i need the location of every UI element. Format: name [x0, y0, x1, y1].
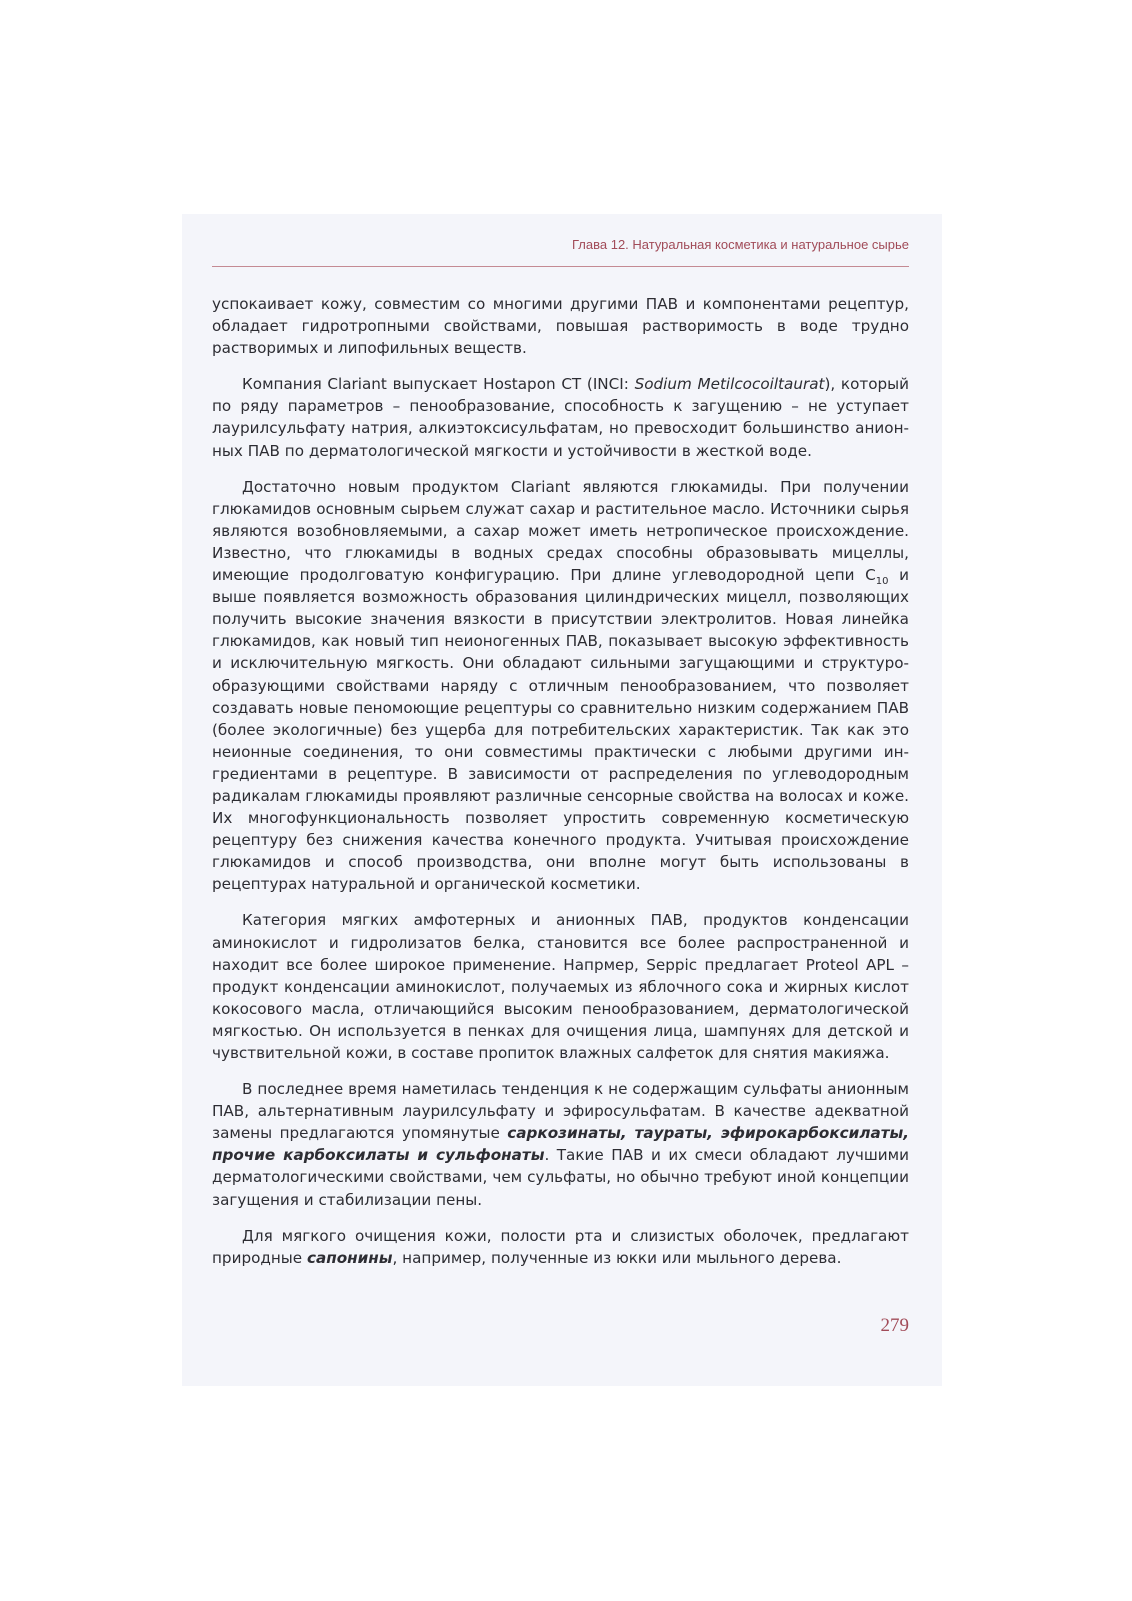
header-rule: [212, 266, 909, 267]
paragraph-5: В последнее время наметилась тенденция к не содержащим сульфаты анионным ПАВ, альтернативным лаурилсульфату и эфиросульфатам. В качестве адекватной замены предлагаются упомянутые саркозинаты, таураты, эфирокарбоксилаты, прочие карбоксилаты и сульфонаты. Такие ПАВ и их смеси обладают лучшими дерматологическими свойствами, чем сульфаты, но обычно требуют иной концепции загущения и стабилизации пены.: [212, 1080, 910, 1209]
paragraph-2: Компания Clariant выпускает Hostapon CT (INCI: Sodium Metilcocoiltaurat), который по ряду параметров – пенообразование, способность к загущению – не уступает лаурилсульфату натрия, алкиэтоксисульфатам, но превосходит большинство анионных ПАВ по дерматологической мягкости и устойчивости в жесткой воде.: [212, 375, 910, 460]
inci-name: Sodium Metilcocoiltaurat: [634, 375, 825, 394]
paragraph-1: успокаивает кожу, совместим со многими другими ПАВ и компонентами рецептур, обладает гидротропными свойствами, повышая растворимость в воде трудно растворимых и липофильных веществ.: [212, 295, 909, 358]
book-page: [182, 214, 942, 1386]
body-text: [212, 293, 909, 1283]
highlighted-term: сапонины: [306, 1248, 393, 1267]
paragraph-4: Категория мягких амфотерных и анионных ПАВ, продуктов конденсации аминокислот и гидролизатов белка, становится все более распространенной и находит все более широкое применение. Напрмер, Seppic предлагает Proteol APL – продукт конденсации аминокислот, получаемых из яблочного сока и жирных кислот кокосового масла, отличающийся высоким пенообразованием, дерматологической мягкостью. Он используется в пенках для очищения лица, шампунях для детской и чувствительной кожи, в составе пропиток влажных салфеток для снятия макияжа.: [212, 911, 909, 1062]
page-number: 279: [880, 1315, 909, 1336]
running-head: Глава 12. Натуральная косметика и натуральное сырье: [571, 237, 909, 252]
paragraph-3: Достаточно новым продуктом Clariant являются глюкамиды. При получении глюкамидов основным сырьем служат сахар и растительное масло. Источники сырья являются возобновляемыми, а сахар может иметь нетропическое происхождение. Известно, что глюкамиды в водных средах способны образовывать мицеллы, имеющие продолговатую конфигурацию. При длине углеводородной цепи $C_{10}$ и выше появляется возможность образования цилиндрических мицелл, позволяющих получить высокие значения вязкости в присутствии электролитов. Новая линейка глюкамидов, как новый тип неионогенных ПАВ, показывает высокую эффективность и исключительную мягкость. Они обладают сильными загущающими и структурообразующими свойствами наряду с отличным пенообразованием, что позволяет создавать новые пеномоющие рецептуры со сравнительно низким содержанием ПАВ (более экологичные) без ущерба для потребительских характеристик. Так как это неионные соединения, то они совместимы практически с любыми другими ингредиентами в рецептуре. В зависимости от распределения по углеводородным радикалам глюкамиды проявляют различные сенсорные свойства на волосах и коже. Их многофункциональность позволяет упростить современную косметическую рецептуру без снижения качества конечного продукта. Учитывая происхождение глюкамидов и способ производства, они вполне могут быть использованы в рецептурах натуральной и органической косметики.: [212, 477, 909, 894]
paragraph-6: Для мягкого очищения кожи, полости рта и слизистых оболочек, предлагают природные сапонины, например, полученные из юкки или мыльного дерева.: [212, 1226, 909, 1267]
highlighted-terms: саркозинаты, таураты, эфирокарбоксилаты, прочие карбоксилаты и сульфонаты: [212, 1124, 910, 1165]
subscript: 10: [875, 576, 889, 588]
